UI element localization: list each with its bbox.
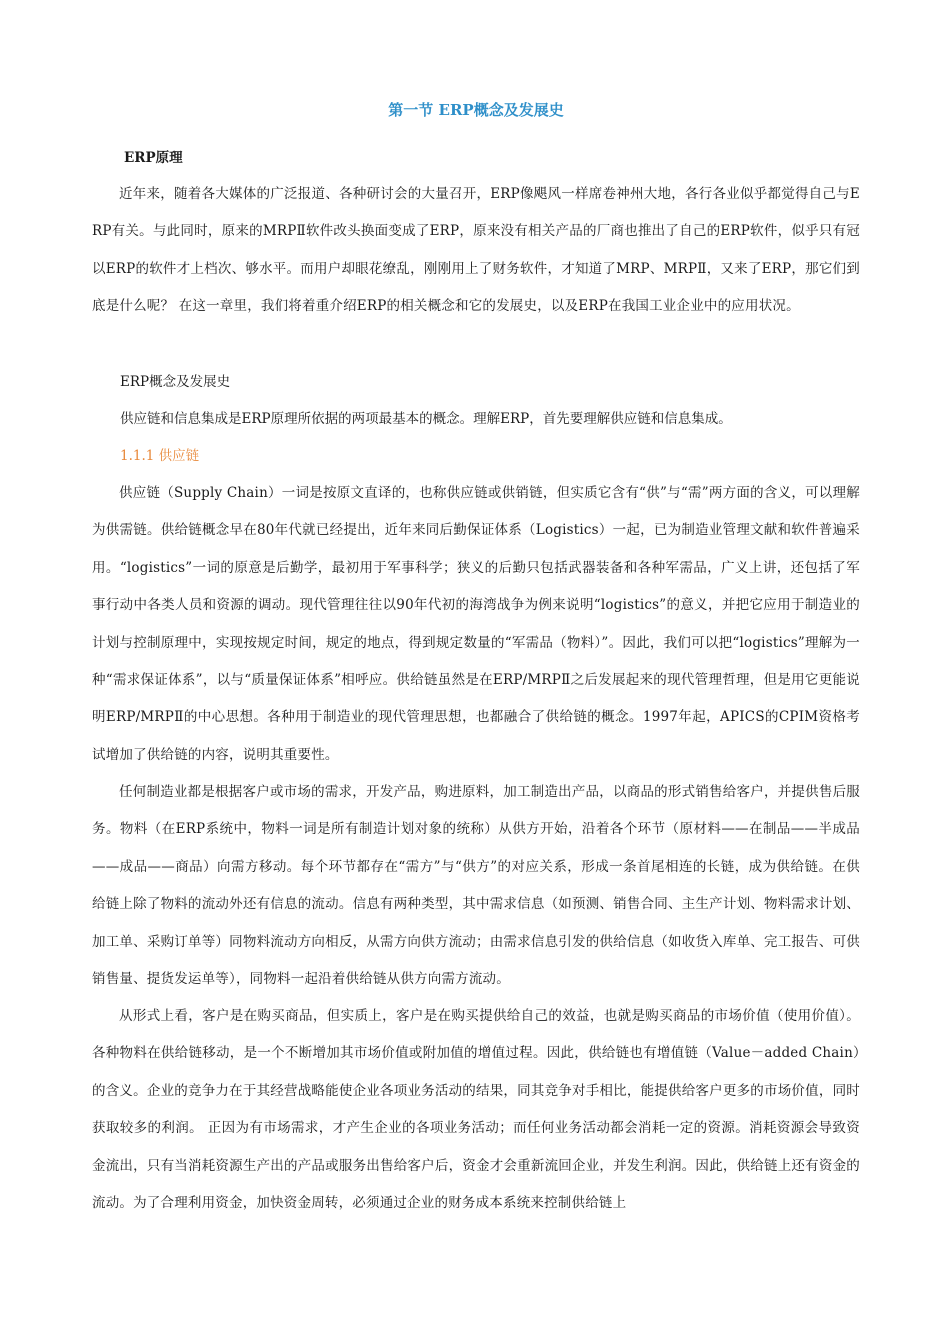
supply-chain-paragraph: 供应链（Supply Chain）一词是按原文直译的，也称供应链或供销链，但实质它含有“供”与“需”两方面的含义，可以理解为供需链。供给链概念早在80年代就已经提出，近年来同后勤保证体系（Logistics）一起，已为制造业管理文献和软件普遍采用。“logistics”一词的原意是后勤学，最初用于军事科学；狭义的后勤只包括武器装备和各种军需品，广义上讲，还包括了军事行动中各类人员和资源的调动。现代管理往往以90年代初的海湾战争为例来说明“logistics”的意义，并把它应用于制造业的计划与控制原理中，实现按规定时间，规定的地点，得到规定数量的“军需品（物料）”。因此，我们可以把“logistics”理解为一种“需求保证体系”，以与“质量保证体系”相呼应。供给链虽然是在ERP/MRPⅡ之后发展起来的现代管理哲理，但是用它更能说明ERP/MRPⅡ的中心思想。各种用于制造业的现代管理思想，也都融合了供给链的概念。1997年起，APICS的CPIM资格考试增加了供给链的内容，说明其重要性。 [92,485,860,763]
chapter-title: 第一节 ERP概念及发展史 [388,101,564,119]
section-label: ERP概念及发展史 [120,374,231,390]
basic-concepts-text: 供应链和信息集成是ERP原理所依据的两项最基本的概念。理解ERP，首先要理解供应链和信息集成。 [120,411,732,427]
intro-paragraph: 近年来，随着各大媒体的广泛报道、各种研讨会的大量召开，ERP像飓风一样席卷神州大地，各行各业似乎都觉得自己与ERP有关。与此同时，原来的MRPⅡ软件改头换面变成了ERP，原来没有相关产品的厂商也推出了自己的ERP软件，似乎只有冠以ERP的软件才上档次、够水平。而用户却眼花缭乱，刚刚用上了财务软件，才知道了MRP、MRPⅡ，又来了ERP，那它们到底是什么呢？ 在这一章里，我们将着重介绍ERP的相关概念和它的发展史，以及ERP在我国工业企业中的应用状况。 [92,186,860,315]
manufacturing-paragraph: 任何制造业都是根据客户或市场的需求，开发产品，购进原料，加工制造出产品，以商品的形式销售给客户，并提供售后服务。物料（在ERP系统中，物料一词是所有制造计划对象的统称）从供方开始，沿着各个环节（原材料——在制品——半成品——成品——商品）向需方移动。每个环节都存在“需方”与“供方”的对应关系，形成一条首尾相连的长链，成为供给链。在供给链上除了物料的流动外还有信息的流动。信息有两种类型，其中需求信息（如预测、销售合同、主生产计划、物料需求计划、加工单、采购订单等）同物料流动方向相反，从需方向供方流动；由需求信息引发的供给信息（如收货入库单、完工报告、可供销售量、提货发运单等），同物料一起沿着供给链从供方向需方流动。 [92,784,860,988]
value-chain-paragraph: 从形式上看，客户是在购买商品，但实质上，客户是在购买提供给自己的效益，也就是购买商品的市场价值（使用价值）。各种物料在供给链移动，是一个不断增加其市场价值或附加值的增值过程。因此，供给链也有增值链（Value－added Chain）的含义。企业的竞争力在于其经营战略能使企业各项业务活动的结果，同其竞争对手相比，能提供给客户更多的市场价值，同时获取较多的利润。 正因为有市场需求，才产生企业的各项业务活动；而任何业务活动都会消耗一定的资源。消耗资源会导致资金流出，只有当消耗资源生产出的产品或服务出售给客户后，资金才会重新流回企业，并发生利润。因此，供给链上还有资金的流动。为了合理利用资金，加快资金周转，必须通过企业的财务成本系统来控制供给链上 [92,1008,860,1212]
subsection-heading: 1.1.1 供应链 [120,448,200,464]
section-heading: ERP原理 [124,150,183,166]
